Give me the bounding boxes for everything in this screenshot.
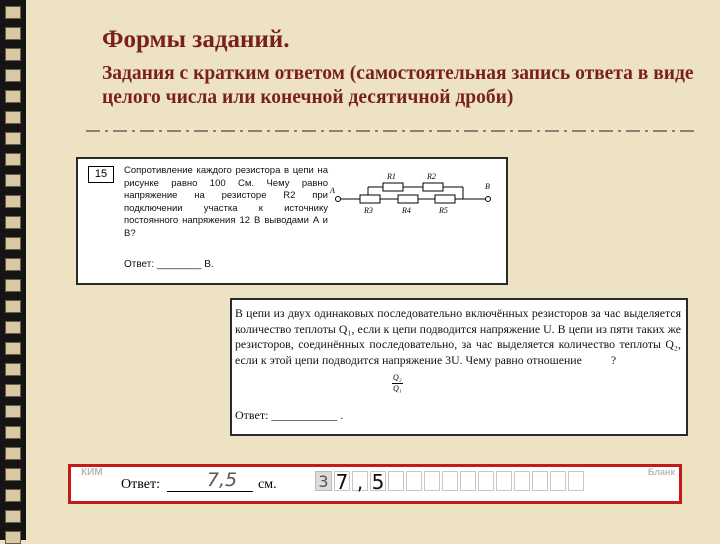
task-ratio-answer-line: Ответ: ___________ . (235, 408, 344, 422)
ratio-denominator: Q₁ (393, 384, 402, 393)
film-perforation (5, 195, 21, 208)
answer-cell[interactable] (424, 471, 440, 491)
film-perforation (5, 132, 21, 145)
task-15-text: Сопротивление каждого резистора в цепи на рисунке равно 100 См. Чему равно напряжение на резисторе R2 при подключении участка к источнику постоянного напряжения 12 В выводами A и B? (124, 165, 328, 239)
film-perforation (5, 216, 21, 229)
answer-underline (167, 491, 253, 492)
answer-cell[interactable] (568, 471, 584, 491)
answer-form-strip (68, 464, 682, 504)
task-ratio-question-mark: ? (610, 352, 617, 367)
blank-label: Бланк (647, 467, 675, 477)
answer-cell-grid (315, 470, 586, 494)
film-perforation (5, 300, 21, 313)
r4-label: R4 (402, 206, 411, 215)
answer-cell[interactable] (496, 471, 512, 491)
answer-cell[interactable] (442, 471, 458, 491)
answer-cell[interactable] (406, 471, 422, 491)
answer-unit: см. (258, 477, 277, 492)
answer-cell[interactable] (532, 471, 548, 491)
film-perforation (5, 90, 21, 103)
task-number-box: 15 (88, 166, 114, 183)
film-perforation (5, 468, 21, 481)
film-perforation (5, 174, 21, 187)
answer-cell[interactable]: , (352, 471, 368, 491)
film-perforation (5, 153, 21, 166)
film-perforation (5, 321, 21, 334)
handwritten-answer: 7,5 (206, 469, 238, 491)
ratio-fraction (392, 373, 403, 394)
answer-cell[interactable] (550, 471, 566, 491)
task-ratio-text (235, 306, 681, 368)
answer-cell[interactable] (514, 471, 530, 491)
film-perforation (5, 279, 21, 292)
task-ratio-text-main: В цепи из двух одинаковых последовательно включённых резисторов за час выделяется количество теплоты Q₁, если к цепи подводится напряжение U. В цепи из пяти таких же резисторов, соединённых последовательно, за час выделяется количество теплоты Q₂, если к этой цепи подводится напряжение (235, 306, 681, 367)
task-ratio-panel (230, 298, 688, 436)
r3-label: R3 (364, 206, 373, 215)
film-perforation (5, 489, 21, 502)
r5-label: R5 (439, 206, 448, 215)
task-15-answer-line: Ответ: ________ В. (124, 259, 214, 270)
answer-cell[interactable]: 7 (335, 470, 349, 494)
answer-cell[interactable] (388, 471, 404, 491)
film-perforation (5, 531, 21, 544)
film-perforation (5, 342, 21, 355)
film-perforation (5, 237, 21, 250)
film-perforation (5, 447, 21, 460)
film-perforation (5, 6, 21, 19)
r2-label: R2 (427, 172, 436, 181)
film-perforation (5, 510, 21, 523)
form-answer-label: Ответ: (121, 477, 160, 492)
film-perforation (5, 111, 21, 124)
r1-label: R1 (387, 172, 396, 181)
dash-dot-divider (86, 128, 698, 134)
film-perforation (5, 384, 21, 397)
film-perforation (5, 48, 21, 61)
film-strip-decoration (0, 0, 26, 540)
circuit-diagram (328, 167, 508, 217)
kim-label: КИМ (81, 467, 103, 478)
slide-title: Формы заданий. (102, 26, 290, 53)
task-number-cell: 3 (315, 471, 332, 491)
film-perforation (5, 69, 21, 82)
film-perforation (5, 426, 21, 439)
ratio-numerator: Q₂ (393, 373, 402, 382)
answer-cell[interactable] (460, 471, 476, 491)
node-a-label: A (330, 186, 335, 195)
node-b-label: B (485, 182, 490, 191)
film-perforation (5, 27, 21, 40)
film-perforation (5, 258, 21, 271)
film-perforation (5, 405, 21, 418)
film-perforation (5, 363, 21, 376)
task-15-panel (76, 157, 508, 285)
answer-cell[interactable]: 5 (371, 470, 385, 494)
slide-subtitle: Задания с кратким ответом (самостоятельная запись ответа в виде целого числа или конечной десятичной дроби) (102, 63, 694, 108)
answer-cell[interactable] (478, 471, 494, 491)
task-ratio-text-end: 3U. Чему равно отношение (445, 352, 582, 367)
